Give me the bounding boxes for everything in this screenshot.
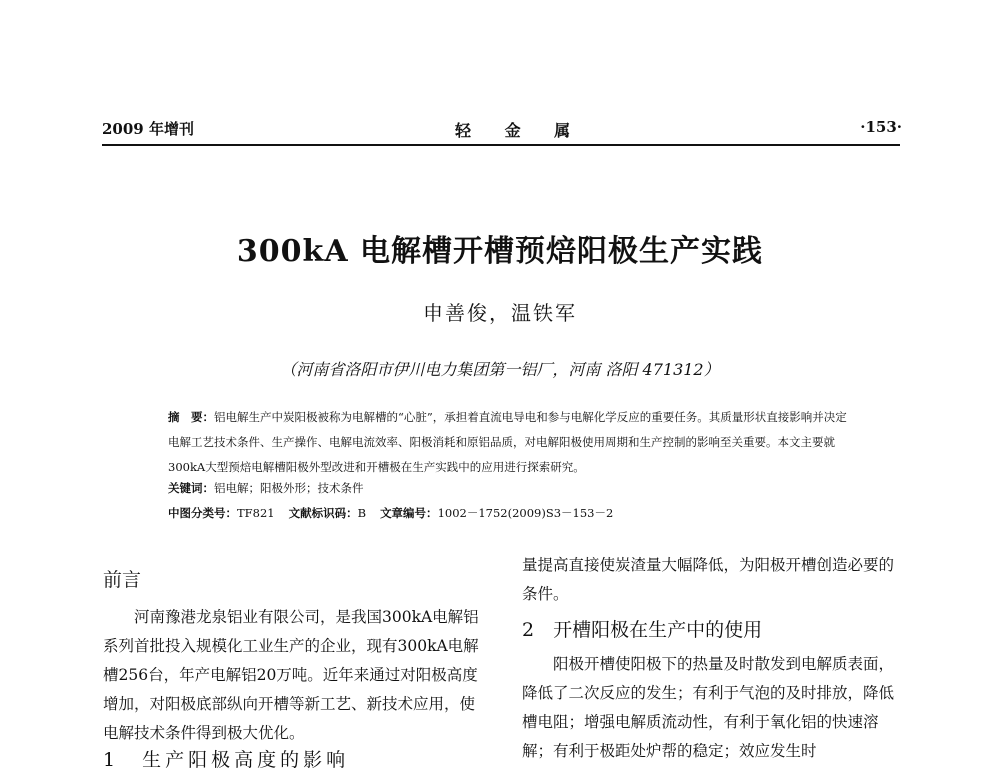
header-issue: 2009 年增刊 bbox=[102, 120, 194, 138]
header-journal-name: 轻 金 属 bbox=[455, 121, 585, 140]
header-rule bbox=[102, 144, 900, 146]
abstract-label: 摘 要： bbox=[168, 410, 214, 424]
paper-authors: 申善俊，温铁军 bbox=[423, 301, 577, 325]
header-page-number: ·153· bbox=[860, 118, 902, 136]
classification-line bbox=[168, 505, 613, 521]
paper-title: 300kA 电解槽开槽预焙阳极生产实践 bbox=[236, 234, 764, 269]
doc-code-label: 文献标识码： bbox=[288, 506, 358, 520]
section-2-heading: 2 开槽阳极在生产中的使用 bbox=[522, 619, 763, 641]
keywords-label: 关键词： bbox=[168, 481, 214, 495]
cutoff-heading-text: 1 生产阳极高度的影响 bbox=[103, 749, 350, 771]
section-2-paragraph: 阳极开槽使阳极下的热量及时散发到电解质表面，降低了二次反应的发生；有利于气泡的及时排放，降低槽电阻；增强电解质流动性，有利于氧化铝的快速溶解；有利于极距处炉帮的稳定；效应发生时 bbox=[522, 655, 895, 760]
section-preface-heading: 前言 bbox=[103, 569, 142, 591]
section-2-body bbox=[522, 650, 906, 766]
doc-code-value: B bbox=[357, 506, 367, 520]
cutoff-heading bbox=[103, 749, 423, 771]
preface-body bbox=[103, 603, 487, 748]
paper-affiliation: （河南省洛阳市伊川电力集团第一铝厂，河南 洛阳 471312） bbox=[280, 360, 720, 379]
cls-value: TF821 bbox=[237, 506, 275, 520]
keywords-text: 铝电解；阳极外形；技术条件 bbox=[214, 481, 364, 495]
article-number-label: 文章编号： bbox=[380, 506, 438, 520]
abstract-text: 铝电解生产中炭阳极被称为电解槽的“心脏”，承担着直流电导电和参与电解化学反应的重要任务。其质量形状直接影响并决定电解工艺技术条件、生产操作、电解电流效率、阳极消耗和原铝品质，对电解阳极使用周期和生产控制的影响至关重要。本文主要就300kA大型预焙电解槽阳极外型改进和开槽极在生产实践中的应用进行探索研究。 bbox=[168, 410, 847, 474]
article-number-value: 1002－1752(2009)S3－153－2 bbox=[437, 506, 614, 520]
preface-paragraph: 河南豫港龙泉铝业有限公司，是我国300kA电解铝系列首批投入规模化工业生产的企业，现有300kA电解槽256台，年产电解铝20万吨。近年来通过对阳极高度增加，对阳极底部纵向开槽等新工艺、新技术应用，使电解技术条件得到极大优化。 bbox=[103, 608, 479, 742]
abstract-block bbox=[168, 405, 848, 480]
continued-paragraph: 量提高直接使炭渣量大幅降低，为阳极开槽创造必要的条件。 bbox=[522, 556, 895, 603]
cls-label: 中图分类号： bbox=[168, 506, 237, 520]
keywords-line bbox=[168, 480, 364, 496]
